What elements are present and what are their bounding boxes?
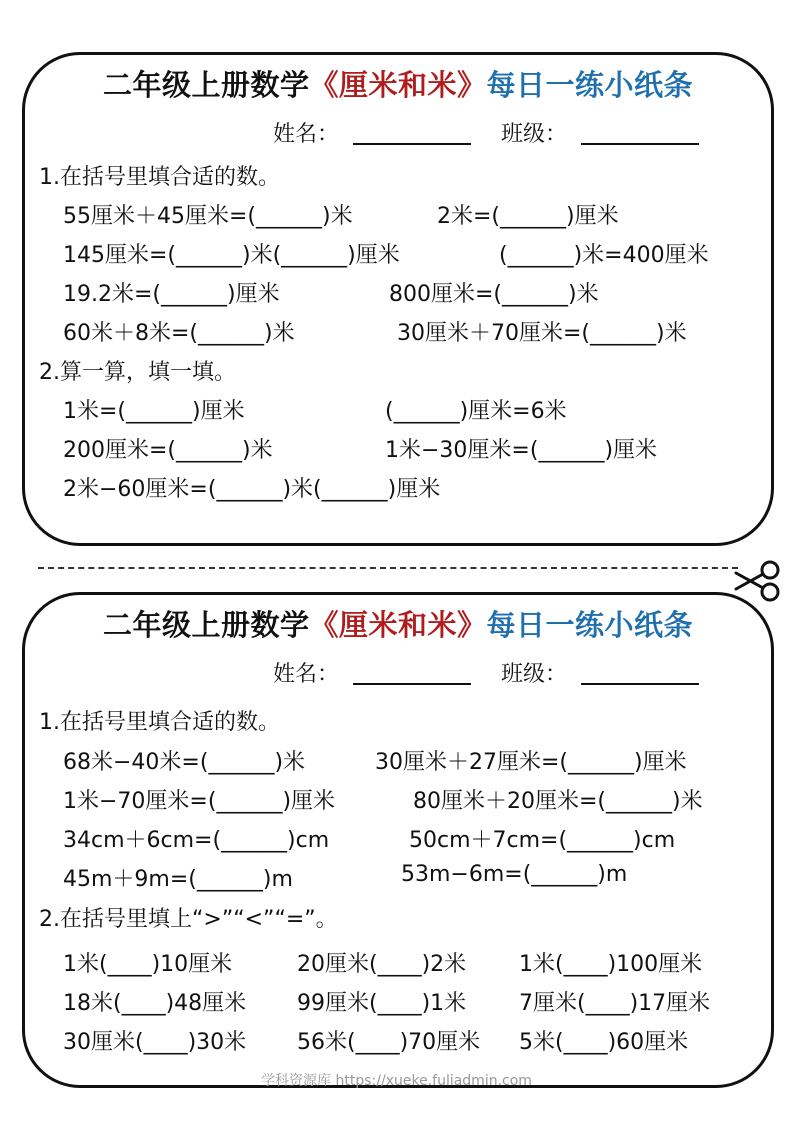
name-class-row — [273, 657, 699, 688]
worksheet-title — [25, 63, 771, 104]
title-topic: 《厘米和米》 — [309, 68, 487, 102]
name-blank[interactable] — [353, 143, 471, 145]
problem[interactable]: 20厘米(____)2米 — [297, 952, 467, 977]
problem[interactable]: 80厘米＋20厘米=(______)米 — [413, 789, 703, 814]
section-1-heading: 1.在括号里填合适的数。 — [39, 710, 280, 735]
name-label: 姓名： — [273, 662, 340, 687]
problem[interactable]: 7厘米(____)17厘米 — [519, 991, 711, 1016]
name-class-row — [273, 117, 699, 148]
problem[interactable]: 145厘米=(______)米(______)厘米 — [63, 243, 400, 268]
worksheet-title — [25, 603, 771, 644]
problem[interactable]: 53m−6m=(______)m — [401, 862, 628, 887]
problem[interactable]: 68米−40米=(______)米 — [63, 750, 306, 775]
problem[interactable]: 5米(____)60厘米 — [519, 1030, 689, 1055]
cut-line — [38, 567, 738, 569]
name-blank[interactable] — [353, 683, 471, 685]
problem[interactable]: 30厘米＋27厘米=(______)厘米 — [375, 750, 687, 775]
problem[interactable]: (______)米=400厘米 — [499, 243, 709, 268]
problem[interactable]: 200厘米=(______)米 — [63, 438, 273, 463]
problem[interactable]: 18米(____)48厘米 — [63, 991, 247, 1016]
problem[interactable]: 2米−60厘米=(______)米(______)厘米 — [63, 477, 441, 502]
problem[interactable]: 30厘米(____)30米 — [63, 1030, 247, 1055]
problem[interactable]: 1米−30厘米=(______)厘米 — [385, 438, 658, 463]
name-label: 姓名： — [273, 122, 340, 147]
worksheet-card-1 — [22, 52, 774, 546]
footer-watermark: 学科资源库 https://xueke.fuliadmin.com — [261, 1073, 532, 1089]
class-blank[interactable] — [581, 143, 699, 145]
problem[interactable]: 55厘米＋45厘米=(______)米 — [63, 204, 353, 229]
problem[interactable]: 1米(____)100厘米 — [519, 952, 703, 977]
class-blank[interactable] — [581, 683, 699, 685]
problem[interactable]: 19.2米=(______)厘米 — [63, 282, 280, 307]
problem[interactable]: 1米(____)10厘米 — [63, 952, 233, 977]
section-1-heading: 1.在括号里填合适的数。 — [39, 165, 280, 190]
problem[interactable]: 2米=(______)厘米 — [437, 204, 619, 229]
class-label: 班级： — [501, 122, 568, 147]
title-grade: 二年级上册数学 — [102, 68, 310, 102]
section-2-heading: 2.在括号里填上“>”“<”“=”。 — [39, 907, 338, 932]
title-daily: 每日一练小纸条 — [486, 68, 694, 102]
problem[interactable]: 1米−70厘米=(______)厘米 — [63, 789, 336, 814]
problem[interactable]: 800厘米=(______)米 — [389, 282, 599, 307]
title-topic: 《厘米和米》 — [309, 608, 487, 642]
problem[interactable]: 45m＋9m=(______)m — [63, 867, 293, 892]
problem[interactable]: 56米(____)70厘米 — [297, 1030, 481, 1055]
problem[interactable]: 50cm＋7cm=(______)cm — [409, 828, 676, 853]
problem[interactable]: 30厘米＋70厘米=(______)米 — [397, 321, 687, 346]
problem[interactable]: 99厘米(____)1米 — [297, 991, 467, 1016]
section-2-heading: 2.算一算，填一填。 — [39, 360, 236, 385]
title-grade: 二年级上册数学 — [102, 608, 310, 642]
worksheet-card-2 — [22, 592, 774, 1088]
problem[interactable]: 60米＋8米=(______)米 — [63, 321, 295, 346]
title-daily: 每日一练小纸条 — [486, 608, 694, 642]
problem[interactable]: (______)厘米=6米 — [385, 399, 567, 424]
problem[interactable]: 1米=(______)厘米 — [63, 399, 245, 424]
problem[interactable]: 34cm＋6cm=(______)cm — [63, 828, 330, 853]
class-label: 班级： — [501, 662, 568, 687]
